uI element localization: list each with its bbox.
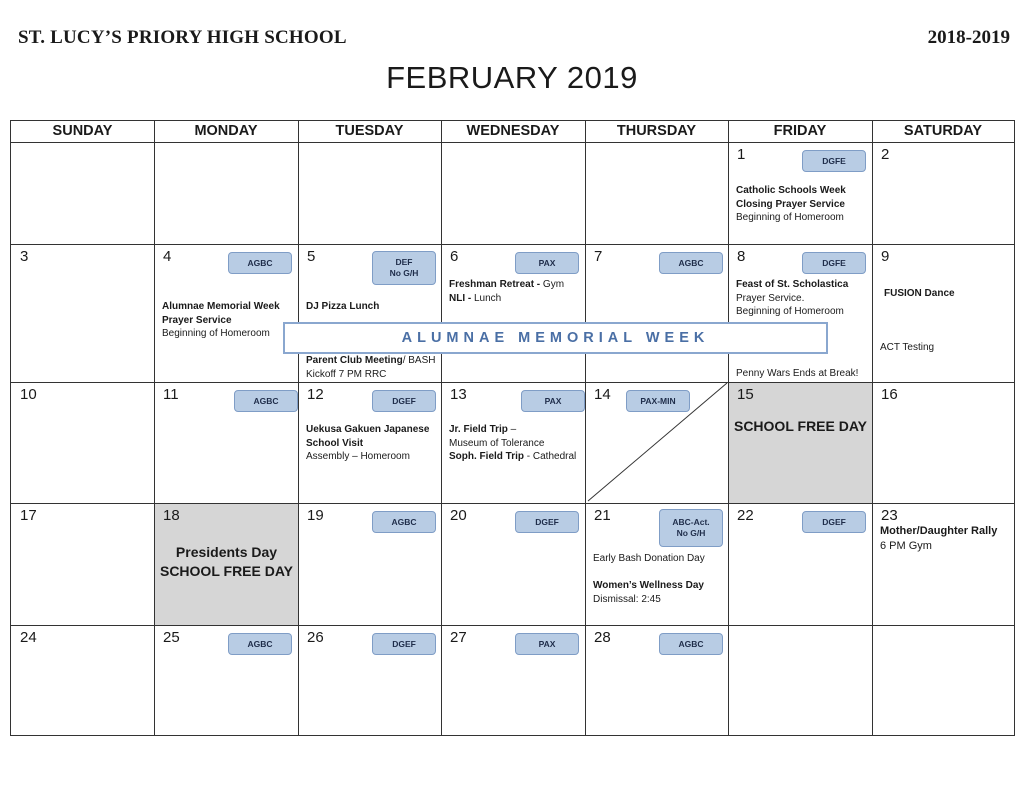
event-line: Uekusa Gakuen Japanese: [306, 424, 430, 435]
school-name: ST. LUCY’S PRIORY HIGH SCHOOL: [18, 27, 347, 48]
event-line: Penny Wars Ends at Break!: [736, 368, 859, 379]
event-line: Women’s Wellness Day: [593, 580, 704, 591]
day-number: 13: [450, 386, 467, 403]
event-line: ACT Testing: [880, 342, 935, 353]
day-number: 9: [881, 248, 890, 265]
day-cell-8[interactable]: [729, 245, 872, 382]
event-title: Jr. Field Trip: [449, 424, 508, 435]
day-number: 21: [594, 507, 611, 524]
schedule-code-badge: [372, 390, 436, 412]
day-number: 2: [881, 146, 890, 163]
day-cell-20[interactable]: [442, 504, 585, 625]
schedule-code-badge: [228, 252, 292, 274]
alumnae-week-banner: ALUMNAE MEMORIAL WEEK: [283, 322, 828, 354]
event-line: Catholic Schools Week: [736, 185, 846, 196]
event-title: Parent Club Meeting: [306, 355, 403, 366]
day-number: 16: [881, 386, 898, 403]
day-cell-27[interactable]: [442, 626, 585, 735]
day-number: 14: [594, 386, 611, 403]
day-number: 6: [450, 248, 459, 265]
event-list: [162, 300, 294, 341]
event-line: Early Bash Donation Day: [593, 553, 705, 564]
schedule-code: ABC-Act.: [672, 517, 710, 527]
event-line: Beginning of Homeroom: [162, 328, 270, 339]
day-number: 5: [307, 248, 316, 265]
event-line: Beginning of Homeroom: [736, 306, 844, 317]
day-number: 27: [450, 629, 467, 646]
event-list: [593, 579, 724, 606]
day-cell-16[interactable]: [873, 383, 1014, 503]
day-number: 26: [307, 629, 324, 646]
day-cell-28[interactable]: [586, 626, 728, 735]
event-line: [449, 292, 581, 306]
day-cell-25[interactable]: [155, 626, 298, 735]
day-number: 15: [737, 386, 754, 403]
event-line: Prayer Service.: [736, 292, 805, 304]
day-cell-9[interactable]: [873, 245, 1014, 382]
event-title: Freshman Retreat -: [449, 279, 543, 290]
day-number: 3: [20, 248, 29, 265]
holiday-name: Presidents Day: [175, 544, 278, 560]
day-number: 20: [450, 507, 467, 524]
schedule-code-badge: [802, 252, 866, 274]
schedule-code-badge: [372, 633, 436, 655]
event-list: [306, 354, 437, 381]
event-detail: - Cathedral: [524, 451, 577, 462]
weekday-wednesday: WEDNESDAY: [466, 123, 560, 139]
schedule-code-note: No G/H: [389, 268, 419, 278]
event-detail: Lunch: [474, 292, 502, 304]
schedule-code: DGFE: [822, 257, 846, 268]
event-list: [736, 184, 868, 225]
day-cell-17[interactable]: [12, 504, 154, 625]
day-number: 18: [163, 507, 180, 524]
weekday-monday: MONDAY: [194, 123, 258, 139]
schedule-code: AGBC: [247, 257, 273, 268]
schedule-code: DGEF: [822, 516, 846, 527]
schedule-code-badge: [515, 511, 579, 533]
day-number: 7: [594, 248, 603, 265]
day-cell-18[interactable]: [155, 504, 298, 625]
day-cell-2[interactable]: [873, 143, 1014, 244]
event-list: [884, 287, 1010, 301]
event-list: [736, 278, 868, 319]
schedule-code-badge: [228, 633, 292, 655]
event-list: [449, 278, 581, 305]
school-free-day-label: SCHOOL FREE DAY: [159, 563, 294, 579]
day-number: 22: [737, 507, 754, 524]
weekday-sunday: SUNDAY: [52, 123, 113, 139]
calendar-grid: [10, 120, 1015, 736]
event-line: Feast of St. Scholastica: [736, 279, 849, 290]
event-line: [449, 278, 581, 292]
weekday-thursday: THURSDAY: [616, 123, 697, 139]
day-number: 11: [163, 386, 179, 403]
schedule-code: DGEF: [535, 516, 559, 527]
schedule-code: DGEF: [392, 638, 416, 649]
day-number: 17: [20, 507, 37, 524]
event-line: Mother/Daughter Rally: [880, 525, 998, 537]
schedule-code: PAX: [544, 395, 562, 406]
event-line: Museum of Tolerance: [449, 437, 545, 449]
day-number: 28: [594, 629, 611, 646]
event-detail: Gym: [542, 279, 565, 290]
event-line: [449, 423, 581, 437]
day-number: 19: [307, 507, 324, 524]
schedule-code: AGBC: [391, 516, 417, 527]
schedule-code: PAX-MIN: [640, 395, 676, 406]
schedule-code-badge: [234, 390, 298, 412]
school-year: 2018-2019: [927, 27, 1010, 48]
event-line: Closing Prayer Service: [736, 198, 845, 210]
event-line: Beginning of Homeroom: [736, 212, 844, 223]
weekday-tuesday: TUESDAY: [335, 123, 404, 139]
weekday-saturday: SATURDAY: [903, 123, 983, 139]
schedule-code-badge: [659, 633, 723, 655]
event-line: School Visit: [306, 437, 364, 449]
schedule-code-note: No G/H: [676, 528, 706, 538]
day-cell-4[interactable]: [155, 245, 298, 382]
weekday-friday: FRIDAY: [773, 123, 827, 139]
day-number: 10: [20, 386, 37, 403]
day-cell-24[interactable]: [12, 626, 154, 735]
day-cell-19[interactable]: [299, 504, 441, 625]
event-line: 6 PM Gym: [880, 540, 932, 552]
schedule-code-badge: [515, 252, 579, 274]
event-line: Kickoff 7 PM RRC: [306, 368, 387, 380]
day-cell-6[interactable]: [442, 245, 585, 382]
month-title: FEBRUARY 2019: [386, 60, 638, 95]
day-cell-10[interactable]: [12, 383, 154, 503]
schedule-code-badge: [659, 509, 723, 547]
day-number: 1: [737, 146, 746, 163]
schedule-code: DGFE: [822, 155, 846, 166]
event-detail: –: [507, 424, 517, 435]
schedule-code: AGBC: [678, 257, 704, 268]
day-cell-15[interactable]: [729, 383, 872, 503]
event-line: [306, 354, 437, 368]
event-line: Assembly – Homeroom: [306, 451, 410, 462]
event-title: NLI -: [449, 292, 474, 304]
event-line: FUSION Dance: [884, 288, 955, 299]
event-list: [880, 524, 1010, 554]
event-detail: / BASH: [402, 355, 436, 366]
schedule-code: PAX: [538, 257, 556, 268]
schedule-code-badge: [372, 251, 436, 285]
event-line: Prayer Service: [162, 314, 232, 326]
day-number: 25: [163, 629, 180, 646]
day-cell-3[interactable]: [12, 245, 154, 382]
day-number: 24: [20, 629, 37, 646]
day-number: 4: [163, 248, 172, 265]
day-cell-26[interactable]: [299, 626, 441, 735]
school-free-day-label: SCHOOL FREE DAY: [733, 418, 868, 434]
event-title: Soph. Field Trip: [449, 451, 524, 462]
schedule-code: PAX: [538, 638, 556, 649]
diagonal-strike-line: [586, 383, 729, 503]
event-list: [449, 423, 581, 464]
day-number: 8: [737, 248, 746, 265]
schedule-code-badge: [521, 390, 585, 412]
day-number: 23: [881, 507, 898, 524]
schedule-code: DEF: [395, 257, 413, 267]
schedule-code-badge: [802, 511, 866, 533]
day-cell-7[interactable]: [586, 245, 728, 382]
schedule-code: AGBC: [247, 638, 273, 649]
event-line: [449, 450, 581, 464]
schedule-code-badge: [372, 511, 436, 533]
event-line: Dismissal: 2:45: [593, 593, 661, 605]
event-line: Alumnae Memorial Week: [162, 301, 280, 312]
day-cell-13[interactable]: [442, 383, 585, 503]
day-cell-11[interactable]: [155, 383, 298, 503]
day-cell-22[interactable]: [729, 504, 872, 625]
day-cell-5[interactable]: [299, 245, 441, 382]
day-cell-1[interactable]: [729, 143, 872, 244]
event-list: [306, 423, 437, 464]
schedule-code-badge: [659, 252, 723, 274]
event-list: [593, 552, 724, 566]
schedule-code: DGEF: [392, 395, 416, 406]
day-number: 12: [307, 386, 324, 403]
schedule-code-badge: [802, 150, 866, 172]
schedule-code: AGBC: [678, 638, 704, 649]
day-cell-12[interactable]: [299, 383, 441, 503]
schedule-code-badge: [515, 633, 579, 655]
event-list: [306, 300, 437, 314]
event-list: [880, 341, 1010, 355]
event-line: DJ Pizza Lunch: [306, 301, 380, 312]
day-cell-14[interactable]: [586, 383, 728, 503]
schedule-code: AGBC: [253, 395, 279, 406]
event-list: [736, 367, 868, 381]
day-cell-23[interactable]: [873, 504, 1014, 625]
day-cell-21[interactable]: [586, 504, 728, 625]
